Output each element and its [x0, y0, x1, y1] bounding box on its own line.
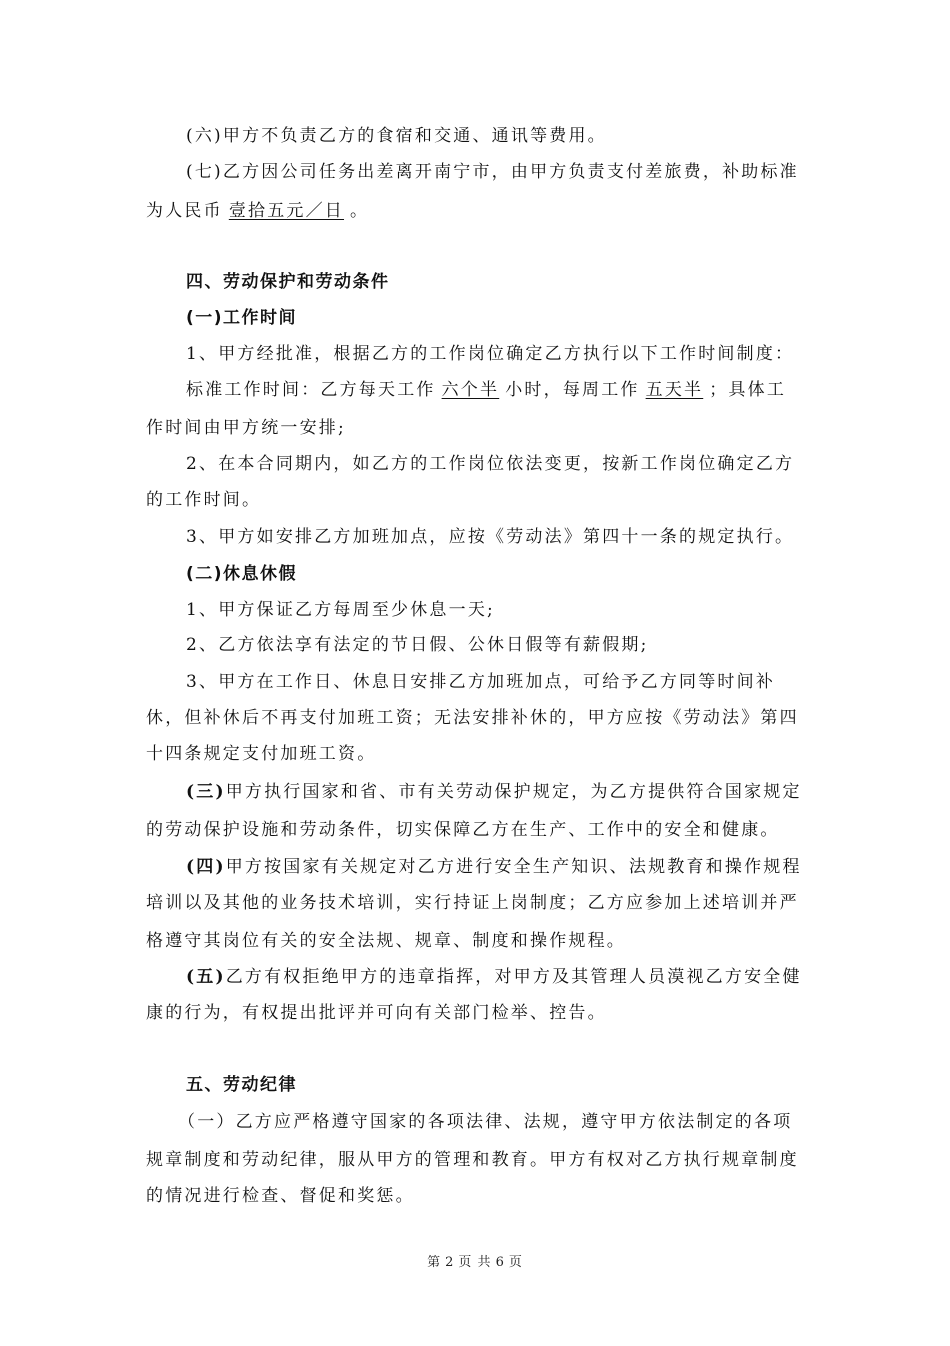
footer-middle: 页 共	[458, 1255, 492, 1270]
work-time-clause-1: 1、甲方经批准，根据乙方的工作岗位确定乙方执行以下工作时间制度：	[186, 344, 795, 364]
clause-label-4: (四)	[186, 857, 226, 877]
subsection-rest-leave-heading: (二)休息休假	[186, 564, 298, 584]
refuse-violation-text: 乙方有权拒绝甲方的违章指挥，对甲方及其管理人员漠视乙方安全健	[225, 967, 802, 987]
subsection-work-time-heading: (一)工作时间	[186, 308, 298, 328]
clause-label-5: (五)	[186, 967, 226, 987]
refuse-violation-clause-line-2: 康的行为，有权提出批评并可向有关部门检举、控告。	[146, 1003, 607, 1023]
safety-training-clause-line-1	[186, 855, 802, 879]
discipline-clause-line-1: （一）乙方应严格遵守国家的各项法律、法规，遵守甲方依法制定的各项	[178, 1112, 793, 1132]
rest-clause-3-line-2: 休，但补休后不再支付加班工资；无法安排补休的，甲方应按《劳动法》第四	[146, 708, 799, 728]
discipline-clause-line-3: 的情况进行检查、督促和奖惩。	[146, 1186, 415, 1206]
clause-7-line-2	[146, 199, 369, 223]
rest-clause-3-line-3: 十四条规定支付加班工资。	[146, 744, 377, 764]
allowance-amount-field: 壹拾五元／日	[228, 201, 345, 221]
rest-clause-2: 2、乙方依法享有法定的节日假、公休日假等有薪假期;	[186, 635, 649, 655]
standard-work-time-text-b: 小时，每周工作	[505, 380, 640, 400]
rest-clause-1: 1、甲方保证乙方每周至少休息一天;	[186, 600, 495, 620]
weekly-days-field: 五天半	[645, 380, 704, 400]
clause-7-suffix: 。	[350, 201, 370, 221]
clause-label-3: (三)	[186, 782, 226, 802]
clause-7-prefix: 为人民币	[146, 201, 223, 221]
standard-work-time-line-2: 作时间由甲方统一安排;	[146, 418, 346, 438]
standard-work-time-line-1	[186, 378, 786, 402]
refuse-violation-clause-line-1	[186, 965, 802, 989]
footer-prefix: 第	[427, 1255, 442, 1270]
work-time-clause-2-line-1: 2、在本合同期内，如乙方的工作岗位依法变更，按新工作岗位确定乙方	[186, 454, 795, 474]
total-page-number: 6	[495, 1255, 505, 1270]
page-number-footer	[0, 1251, 950, 1270]
labor-protection-clause-line-1	[186, 780, 802, 804]
section-4-heading: 四、劳动保护和劳动条件	[186, 272, 390, 292]
discipline-clause-line-2: 规章制度和劳动纪律，服从甲方的管理和教育。甲方有权对乙方执行规章制度	[146, 1150, 799, 1170]
safety-training-text: 甲方按国家有关规定对乙方进行安全生产知识、法规教育和操作规程	[225, 857, 802, 877]
labor-protection-clause-line-2: 的劳动保护设施和劳动条件，切实保障乙方在生产、工作中的安全和健康。	[146, 820, 780, 840]
rest-clause-3-line-1: 3、甲方在工作日、休息日安排乙方加班加点，可给予乙方同等时间补	[186, 672, 776, 692]
section-5-heading: 五、劳动纪律	[186, 1075, 297, 1095]
labor-protection-text: 甲方执行国家和省、市有关劳动保护规定，为乙方提供符合国家规定	[225, 782, 802, 802]
footer-suffix: 页	[508, 1255, 523, 1270]
daily-hours-field: 六个半	[441, 380, 500, 400]
standard-work-time-text-c: ；具体工	[709, 380, 787, 400]
clause-7-line-1: (七)乙方因公司任务出差离开南宁市，由甲方负责支付差旅费，补助标准	[186, 162, 799, 182]
current-page-number: 2	[445, 1255, 455, 1270]
clause-6: (六)甲方不负责乙方的食宿和交通、通讯等费用。	[186, 126, 607, 146]
safety-training-clause-line-3: 格遵守其岗位有关的安全法规、规章、制度和操作规程。	[146, 931, 626, 951]
work-time-clause-2-line-2: 的工作时间。	[146, 490, 262, 510]
safety-training-clause-line-2: 培训以及其他的业务技术培训，实行持证上岗制度；乙方应参加上述培训并严	[146, 893, 799, 913]
standard-work-time-text-a: 标准工作时间：乙方每天工作	[186, 380, 436, 400]
work-time-clause-3: 3、甲方如安排乙方加班加点，应按《劳动法》第四十一条的规定执行。	[186, 527, 795, 547]
